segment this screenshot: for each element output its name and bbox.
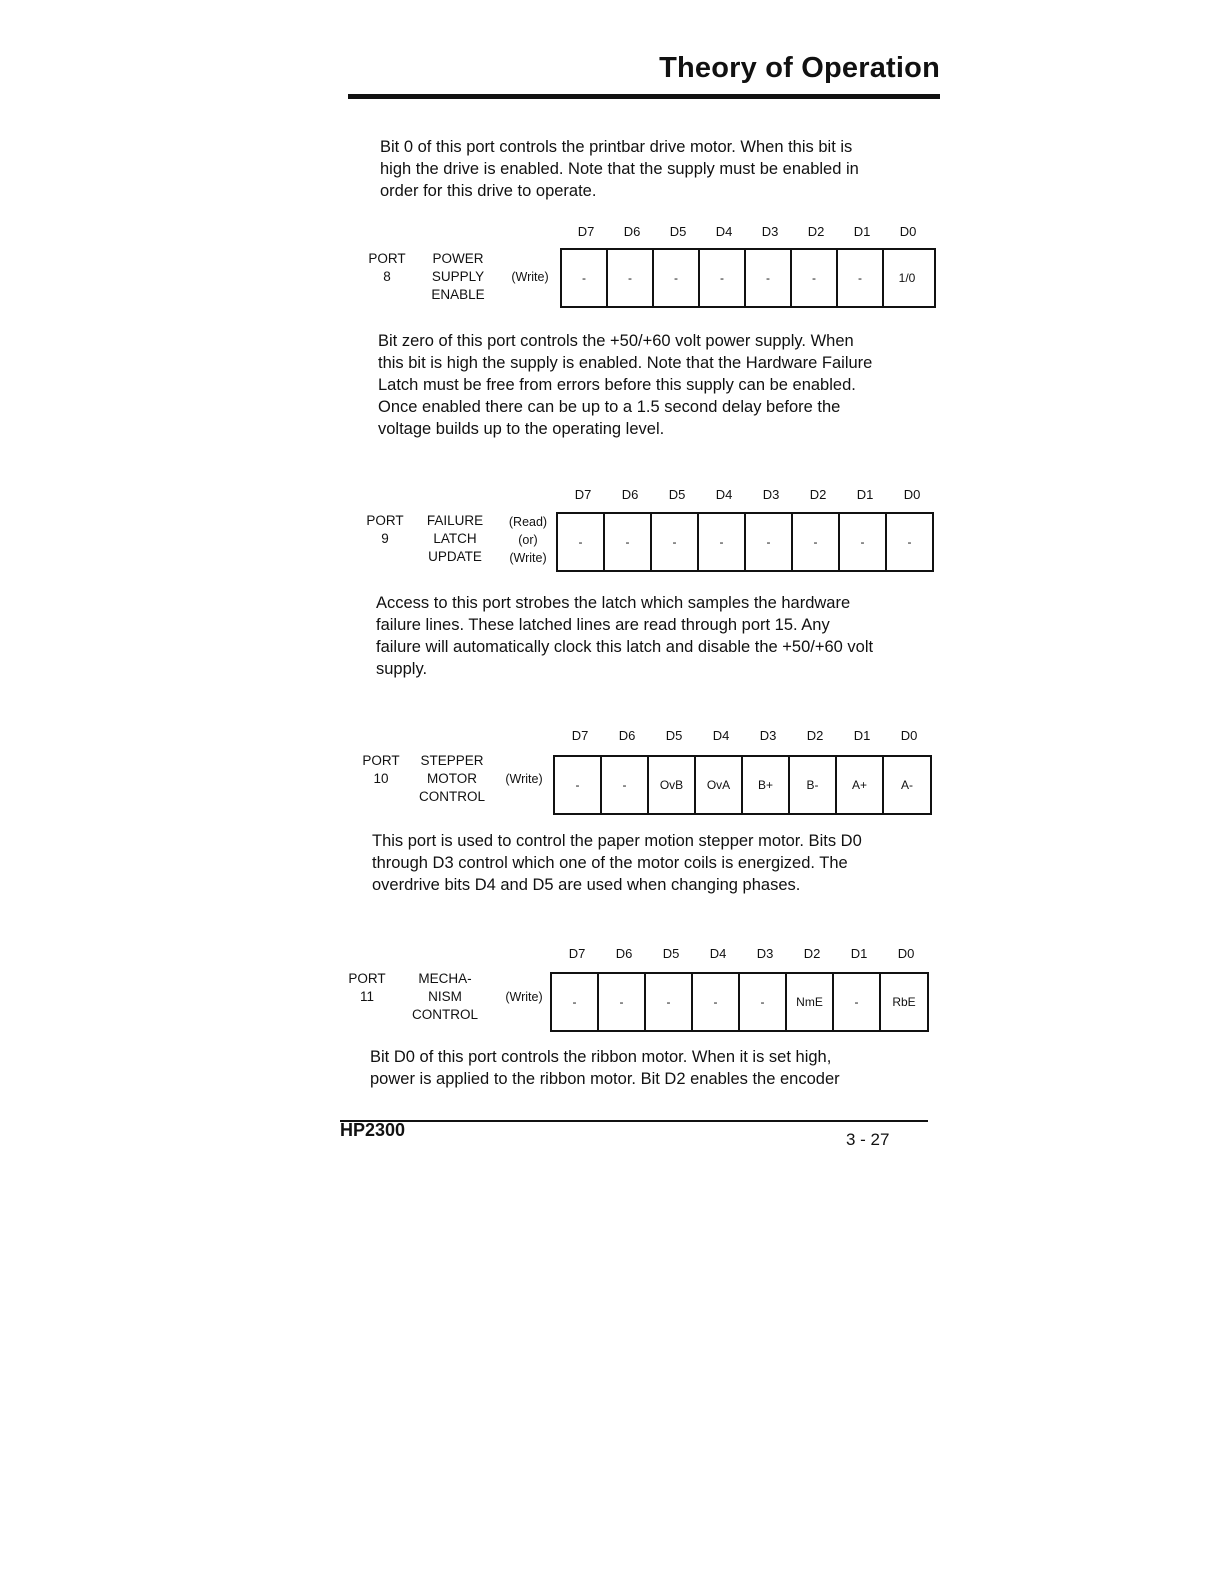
description-line: failure will automatically clock this latch and disable the +50/+60 volt [376,638,874,656]
description-line: overdrive bits D4 and D5 are used when changing phases. [372,876,801,894]
bit-cell-d1: A+ [837,757,884,813]
page-title: Theory of Operation [659,52,940,84]
bit-label: D0 [900,728,918,743]
access-mode-line: (Write) [509,551,547,565]
footer-rule [340,1120,928,1122]
bit-cell-d1: - [838,250,884,306]
bit-register [560,248,936,308]
bit-cell-d3: - [746,250,792,306]
bit-label: D5 [668,487,686,502]
port-word: PORT [348,971,386,986]
bit-cell-d6: - [602,757,649,813]
description-line: This port is used to control the paper motion stepper motor. Bits D0 [372,832,862,850]
footer-model: HP2300 [340,1120,406,1140]
bit-cell-d0: - [907,535,912,549]
description-line: Bit D0 of this port controls the ribbon motor. When it is set high, [370,1048,832,1066]
bit-label: D0 [897,946,915,961]
bit-label: D4 [715,487,733,502]
bit-label: D0 [899,224,917,239]
access-mode-line: (or) [518,533,538,547]
register-name [412,752,492,806]
port-number: 8 [383,269,391,284]
bit-cell-d6: - [599,974,646,1030]
bit-register [553,755,932,815]
bit-cell-d2: - [793,514,840,570]
bit-cell-d0: A- [901,778,913,792]
access-mode-line: (Write) [511,270,549,284]
bit-label: D1 [853,728,871,743]
access-mode [498,988,550,1006]
bit-label: D3 [759,728,777,743]
bit-label: D1 [853,224,871,239]
bit-label: D5 [665,728,683,743]
bit-cell-d7: - [558,514,605,570]
register-description [370,1046,840,1090]
bit-cell-d5: - [646,974,693,1030]
access-mode [498,770,550,788]
bit-label: D2 [806,728,824,743]
bit-cell-d6: - [608,250,654,306]
bit-label: D5 [669,224,687,239]
bit-label: D2 [807,224,825,239]
port-label [358,752,404,788]
intro-line: high the drive is enabled. Note that the supply must be enabled in [380,160,859,178]
description-line: voltage builds up to the operating level. [378,420,665,438]
bit-label: D3 [761,224,779,239]
bit-label: D4 [709,946,727,961]
register-description [378,330,872,440]
bit-label: D7 [571,728,589,743]
register-name [418,512,492,566]
intro-paragraph [380,136,859,202]
description-line: Once enabled there can be up to a 1.5 second delay before the [378,398,841,416]
register-name-line: POWER [432,251,484,266]
bit-cell-d2: - [792,250,838,306]
intro-line: order for this drive to operate. [380,182,597,200]
port-label [344,970,390,1006]
description-line: Latch must be free from errors before this supply can be enabled. [378,376,856,394]
bit-label: D6 [621,487,639,502]
bit-label: D6 [623,224,641,239]
bit-cell-d2: NmE [787,974,834,1030]
bit-label: D2 [809,487,827,502]
bit-label: D7 [574,487,592,502]
bit-label: D6 [618,728,636,743]
bit-cell-d5: OvB [649,757,696,813]
access-mode [502,513,554,567]
bit-cell-d5: - [652,514,699,570]
bit-cell-d4: OvA [696,757,743,813]
register-name-line: CONTROL [418,789,485,804]
bit-cell-d3: B+ [743,757,790,813]
bit-register [556,512,934,572]
bit-cell-d1: - [840,514,887,570]
bit-label: D6 [615,946,633,961]
description-line: failure lines. These latched lines are read through port 15. Any [376,616,830,634]
bit-label: D3 [762,487,780,502]
port-label [362,512,408,548]
access-mode-line: (Write) [505,772,543,786]
port-number: 9 [381,531,389,546]
port-number: 11 [359,989,374,1004]
port-label [364,250,410,286]
bit-cell-d3: - [746,514,793,570]
bit-cell-d7: - [562,250,608,306]
register-description [376,592,873,680]
description-line: supply. [376,660,428,678]
register-name-line: CONTROL [411,1007,478,1022]
register-name [404,970,486,1024]
register-name-line: NISM [428,989,462,1004]
register-description [372,830,862,896]
register-name-line: LATCH [433,531,477,546]
bit-cell-d4: - [693,974,740,1030]
description-line: Access to this port strobes the latch which samples the hardware [376,594,851,612]
description-line: power is applied to the ribbon motor. Bit D2 enables the encoder [370,1070,840,1088]
register-name-line: ENABLE [431,287,485,302]
bit-cell-d3: - [740,974,787,1030]
register-name [420,250,496,304]
bit-register [550,972,929,1032]
bit-cell-d4: - [699,514,746,570]
bit-label: D1 [850,946,868,961]
bit-label: D4 [712,728,730,743]
bit-label: D5 [662,946,680,961]
register-name-line: FAILURE [426,513,484,528]
bit-label: D3 [756,946,774,961]
bit-label: D0 [903,487,921,502]
description-line: Bit zero of this port controls the +50/+60 volt power supply. When [378,332,854,350]
port-word: PORT [362,753,400,768]
bit-cell-d0: 1/0 [898,271,916,285]
bit-cell-d2: B- [790,757,837,813]
bit-label: D2 [803,946,821,961]
access-mode-line: (Write) [505,990,543,1004]
port-word: PORT [368,251,406,266]
bit-cell-d5: - [654,250,700,306]
header-rule [348,94,940,99]
port-number: 10 [373,771,389,786]
register-name-line: MECHA- [418,971,472,986]
bit-cell-d4: - [700,250,746,306]
bit-label: D4 [715,224,733,239]
register-name-line: UPDATE [428,549,482,564]
bit-cell-d7: - [555,757,602,813]
bit-cell-d7: - [552,974,599,1030]
bit-cell-d1: - [834,974,881,1030]
register-name-line: MOTOR [427,771,477,786]
bit-label: D7 [568,946,586,961]
access-mode-line: (Read) [508,515,548,529]
bit-cell-d0: RbE [892,995,916,1009]
port-word: PORT [366,513,404,528]
intro-line: Bit 0 of this port controls the printbar drive motor. When this bit is [380,138,853,156]
bit-label: D7 [577,224,595,239]
description-line: through D3 control which one of the motor coils is energized. The [372,854,848,872]
bit-label: D1 [856,487,874,502]
description-line: this bit is high the supply is enabled. Note that the Hardware Failure [378,354,873,372]
bit-cell-d6: - [605,514,652,570]
register-name-line: STEPPER [420,753,484,768]
page-number: 3 - 27 [846,1130,890,1149]
register-name-line: SUPPLY [431,269,485,284]
access-mode [504,268,556,286]
